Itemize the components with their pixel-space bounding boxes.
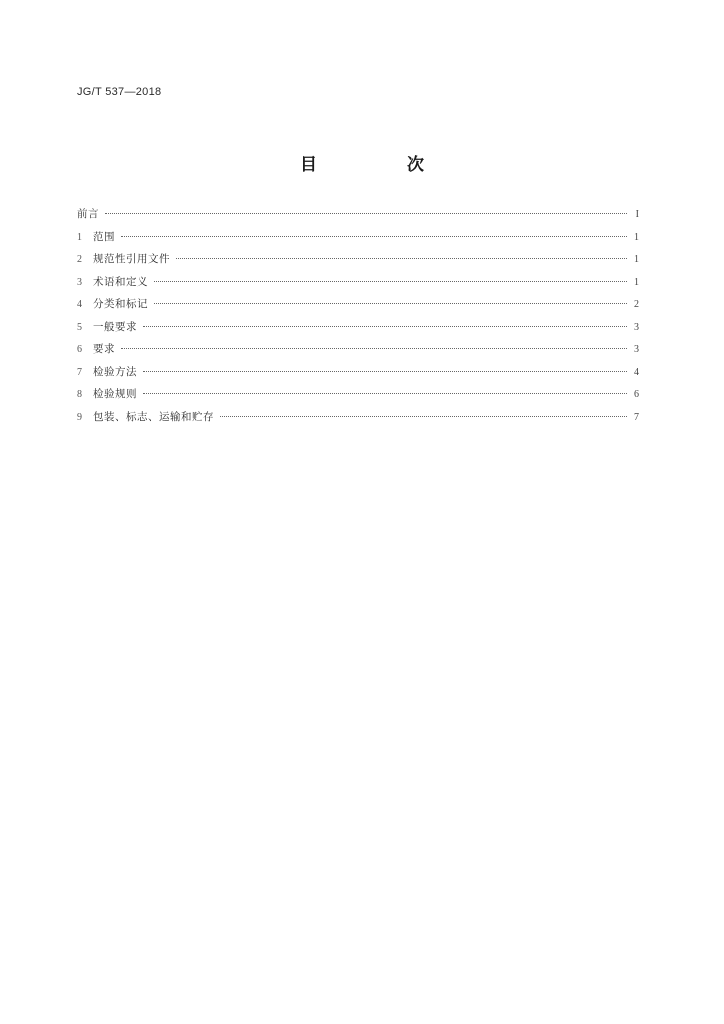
toc-entry-label: 分类和标记 [93,298,148,310]
toc-list [77,206,639,431]
toc-entry-label: 检验方法 [93,365,137,378]
toc-entry-6[interactable] [77,341,639,364]
toc-entry-page: 4 [634,366,639,378]
toc-entry-number: 3 [77,276,82,288]
toc-entry-label: 一般要求 [93,320,137,333]
toc-entry-label: 规范性引用文件 [93,253,170,265]
toc-dot-leader [143,371,627,372]
toc-entry-number: 4 [77,299,82,310]
toc-dot-leader [176,258,627,259]
toc-entry-number: 2 [77,254,82,265]
toc-entry-page: 3 [634,344,639,355]
toc-entry-label: 检验规则 [93,388,137,400]
toc-dot-leader [154,281,627,282]
toc-entry-page: 7 [634,411,639,423]
toc-entry-number: 8 [77,389,82,400]
toc-entry-8[interactable] [77,386,639,409]
toc-dot-leader [121,348,627,349]
toc-entry-page: 1 [634,276,639,288]
toc-entry-page: 6 [634,389,639,400]
standard-code: JG/T 537—2018 [77,86,162,98]
toc-dot-leader [220,416,627,417]
toc-entry-9[interactable] [77,409,639,432]
toc-entry-page: 2 [634,299,639,310]
toc-entry-number: 5 [77,321,82,333]
toc-entry-page: 3 [634,321,639,333]
toc-entry-number: 7 [77,366,82,378]
toc-entry-label: 术语和定义 [93,275,148,288]
toc-entry-foreword[interactable] [77,206,639,229]
toc-title: 目 次 [300,155,466,175]
toc-dot-leader [143,326,627,327]
toc-entry-2[interactable] [77,251,639,274]
toc-entry-page: 1 [634,254,639,265]
toc-entry-3[interactable] [77,274,639,297]
toc-entry-label: 要求 [93,343,115,355]
toc-entry-label: 范围 [93,230,115,243]
toc-dot-leader [121,236,627,237]
toc-entry-number: 9 [77,411,82,423]
toc-entry-label: 前言 [77,208,99,220]
toc-entry-page: 1 [634,231,639,243]
toc-entry-7[interactable] [77,364,639,387]
toc-dot-leader [154,303,627,304]
toc-entry-label: 包装、标志、运输和贮存 [93,410,214,423]
toc-entry-1[interactable] [77,229,639,252]
toc-entry-number: 1 [77,231,82,243]
toc-entry-number: 6 [77,344,82,355]
toc-entry-5[interactable] [77,319,639,342]
toc-dot-leader [143,393,627,394]
toc-entry-4[interactable] [77,296,639,319]
toc-dot-leader [105,213,627,214]
toc-entry-page: I [635,209,639,220]
